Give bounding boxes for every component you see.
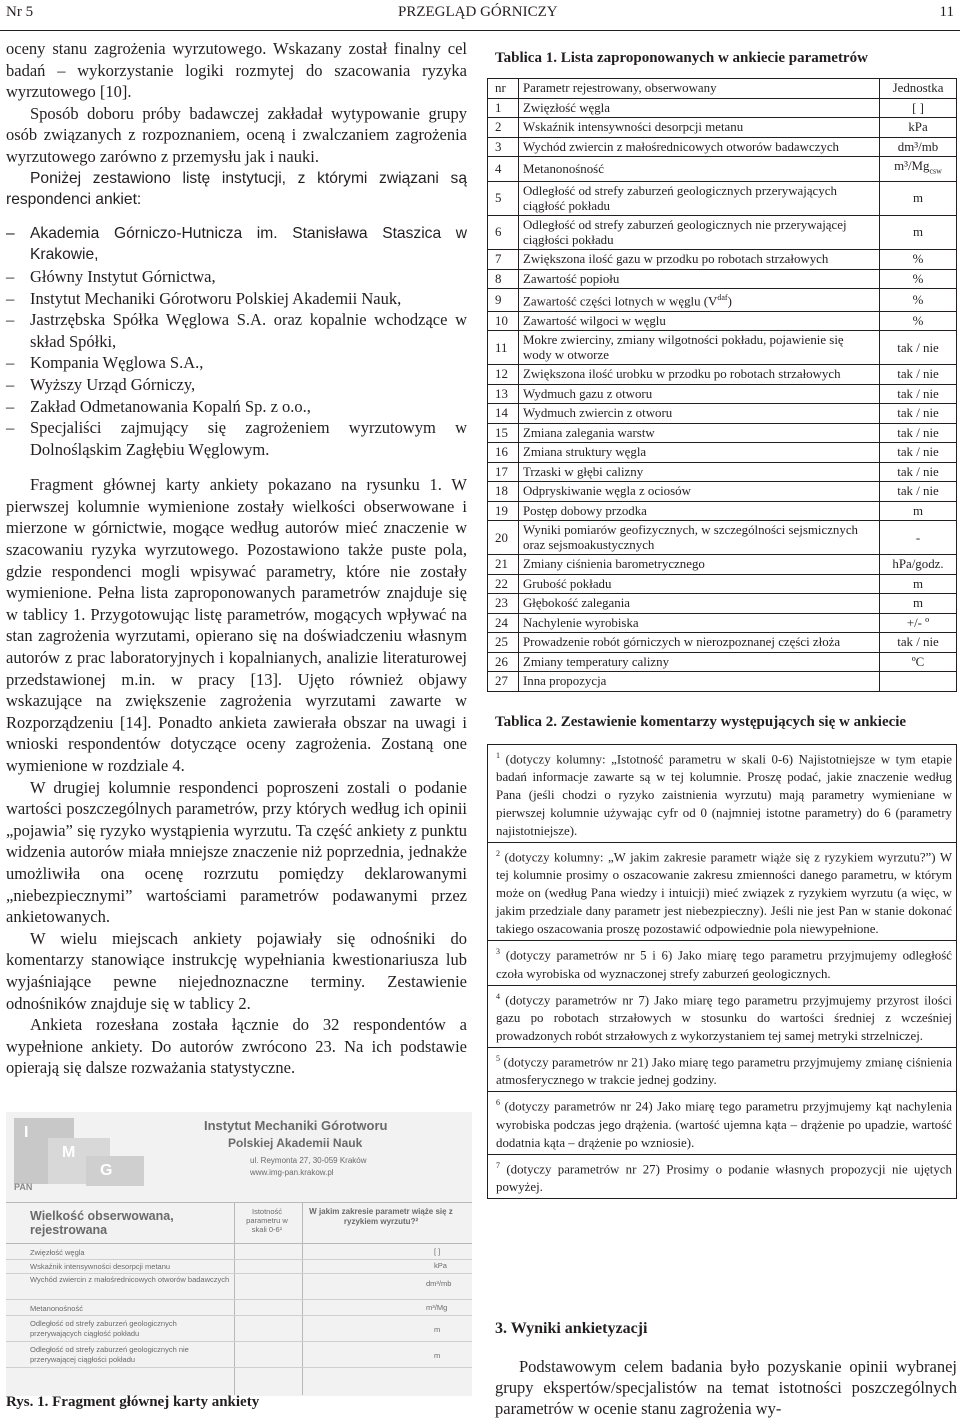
unit-cell: +/- º — [880, 613, 957, 633]
table2-title: Tablica 2. Zestawienie komentarzy występujących się w ankiecie — [495, 713, 907, 730]
left-column — [6, 38, 467, 1079]
figure-unit: [ ] — [434, 1247, 441, 1256]
figure-row: Odległość od strefy zaburzeń geologicznych nie przerywającej ciągłości pokładu — [30, 1345, 189, 1364]
unit-cell: ºC — [880, 652, 957, 672]
parameter-cell: Wyniki pomiarów geofizycznych, w szczególności sejsmicznych oraz sejsmoakustycznych — [519, 521, 880, 555]
unit-cell: tak / nie — [880, 443, 957, 463]
unit-cell: hPa/godz. — [880, 555, 957, 575]
survey-grid — [6, 1202, 472, 1395]
parameter-cell: Zawartość popiołu — [519, 269, 880, 289]
figure-caption: Rys. 1. Fragment głównej karty ankiety — [6, 1394, 260, 1410]
parameter-cell: Zwięzłość węgla — [519, 98, 880, 118]
row-number: 11 — [488, 331, 519, 365]
table-row — [488, 404, 957, 424]
table-row — [488, 443, 957, 463]
paragraph: oceny stanu zagrożenia wyrzutowego. Wskazany został finalny cel badań – wykorzystanie logiki rozmytej do szacowania ryzyka wyrzutowego [10]. — [6, 39, 467, 102]
table-row — [488, 157, 957, 182]
parameter-cell: Zmiana struktury węgla — [519, 443, 880, 463]
paragraph: W drugiej kolumnie respondenci poproszeni zostali o podanie wartości poszczególnych parametrów, przy których według ich opinii „pojawia” się ryzyko wystąpienia wyrzutu. Ta część ankiety z punktu widzenia autorów miała mniejsze znaczenie niż poprzednia, jednakże umożliwiła ona ocenę rozrzutu pomiędzy deklarowanymi „niebezpiecznymi” wartościami parametrów podawanymi przez ankietowanych. — [6, 777, 467, 927]
list-item: – Zakład Odmetanowania Kopalń Sp. z o.o., — [6, 396, 467, 418]
table-row — [488, 331, 957, 365]
survey-figure — [6, 1112, 472, 1396]
unit-cell: m — [880, 216, 957, 250]
parameter-cell: Odległość od strefy zaburzeń geologicznych nie przerywającej ciągłości pokładu — [519, 216, 880, 250]
row-number: 3 — [488, 137, 519, 157]
unit-cell: tak / nie — [880, 404, 957, 424]
parameter-cell: Metanonośność — [519, 157, 880, 182]
table-row — [488, 501, 957, 521]
parameter-cell: Wydmuch zwiercin z otworu — [519, 404, 880, 424]
issue-number: Nr 5 — [6, 4, 34, 20]
parameter-cell: Wychód zwiercin z małośrednicowych otworów badawczych — [519, 137, 880, 157]
row-number: 12 — [488, 365, 519, 385]
parameter-cell: Inna propozycja — [519, 672, 880, 692]
paragraph: W wielu miejscach ankiety pojawiały się odnośniki do komentarzy stanowiące instrukcję wypełniania kwestionariusza lub wyjaśniające pewne niejednoznaczne terminy. Zestawienie odnośników znajduje się w tablicy 2. — [6, 928, 467, 1013]
row-number: 18 — [488, 482, 519, 502]
row-number: 20 — [488, 521, 519, 555]
row-number: 22 — [488, 574, 519, 594]
page-number: 11 — [939, 4, 954, 20]
row-number: 7 — [488, 250, 519, 270]
unit-cell: m — [880, 594, 957, 614]
parameter-cell: Zmiany ciśnienia barometrycznego — [519, 555, 880, 575]
figure-unit: m — [434, 1351, 441, 1360]
unit-cell: $m^3/Mg_{csw}$ — [880, 157, 957, 182]
unit-cell: tak / nie — [880, 331, 957, 365]
row-number: 4 — [488, 157, 519, 182]
note-text: (dotyczy parametrów nr 7) Jako miarę tego parametru przyjmujemy przyrost ilości gazu po robotach strzałowych w stosunku do wartości średniej z wcześniej prowadzonych robót strzałowych z wykorzystaniem tej samej metryki strzelniczej. — [496, 993, 952, 1044]
unit-cell: tak / nie — [880, 482, 957, 502]
table-row — [488, 250, 957, 270]
unit-cell: - — [880, 521, 957, 555]
parameter-cell: Prowadzenie robót górniczych w nierozpoznanej części złoża — [519, 633, 880, 653]
row-number: 10 — [488, 311, 519, 331]
right-column — [487, 48, 957, 1199]
table-row — [488, 574, 957, 594]
parameter-cell: Wskaźnik intensywności desorpcji metanu — [519, 118, 880, 138]
parameter-cell: Zwiększona ilość gazu w przodku po robotach strzałowych — [519, 250, 880, 270]
paragraph: Fragment głównej karty ankiety pokazano na rysunku 1. W pierwszej kolumnie wymienione zostały wielkości obserwowane i mierzone w górnictwie, mogące według autorów mieć znaczenie w szacowaniu ryzyka wyrzutowego. Pozostawiono także puste pola, gdzie respondenci mogli wpisywać parametry, które nie zostały wymienione. Pełna lista zaproponowanych parametrów znajduje się w tablicy 1. Przygotowując listę parametrów, mogących wpływać na stan zagrożenia wyrzutami, opierano się na doświadczeniu własnym autorów z prac laboratoryjnych i kopalnianych, analizie literaturowej przedstawionej m.in. w pracy [13]. Ujęto również objawy wskazujące na zwiększenie zagrożenia wyrzutami zawarte w Rozporządzeniu [14]. Ponadto ankieta zawierała obszar na uwagi i wnioski respondentów dotyczące oceny zagrożenia. Zostaną one wymienione w rozdziale 4. — [6, 475, 467, 775]
running-header — [0, 0, 960, 31]
table-row — [488, 311, 957, 331]
table1-title: Tablica 1. Lista zaproponowanych w ankiecie parametrów — [495, 50, 868, 66]
table-row — [488, 462, 957, 482]
row-number: 25 — [488, 633, 519, 653]
parameter-cell: Zawartość części lotnych w węglu $(V^{daf})$ — [519, 289, 880, 312]
unit-cell: dm³/mb — [880, 137, 957, 157]
parameter-cell: Głębokość zalegania — [519, 594, 880, 614]
unit-cell: tak / nie — [880, 365, 957, 385]
img-pan-logo: I M G PAN — [10, 1116, 190, 1194]
unit-cell: m — [880, 501, 957, 521]
comment-note — [488, 986, 956, 1048]
paragraph: Podstawowym celem badania było pozyskanie opinii wybranej grupy ekspertów/specjalistów na temat istotności poszczególnych parametrów w ocenie stanu zagrożenia wy- — [495, 1357, 957, 1418]
paragraph: Ankieta rozesłana została łącznie do 32 respondentów a wypełnione ankiety. Do autorów zwrócono 23. Na ich podstawie opierają się dalsze rozważania statystyczne. — [6, 1015, 467, 1078]
unit-cell: tak / nie — [880, 423, 957, 443]
row-number: 2 — [488, 118, 519, 138]
figure-unit: kPa — [434, 1261, 447, 1270]
unit-cell: tak / nie — [880, 462, 957, 482]
parameter-cell: Zmiany temperatury calizny — [519, 652, 880, 672]
row-number: 6 — [488, 216, 519, 250]
column-header: W jakim zakresie parametr wiąże się z ryzykiem wyrzutu?² — [309, 1207, 453, 1226]
comment-note — [488, 1155, 956, 1198]
parameter-cell: Zmiana zalegania warstw — [519, 423, 880, 443]
row-number: 8 — [488, 269, 519, 289]
unit-cell: kPa — [880, 118, 957, 138]
comment-note — [488, 745, 956, 843]
note-text: (dotyczy kolumny: „W jakim zakresie parametr wiąże się z ryzykiem wyrzutu?”) W tej kolumnie prosimy o oszacowanie zakresu zmienności danego parametru, w którym może on (według Pana wiedzy i intuicji) mieć związek z ryzykiem wyrzutu (a więc, w jakim przedziale dany parametr jest niebezpieczny). Jeśli nie jest Pan w stanie dokonać takiego oszacowania proszę pozostawić odpowiednie pola niewypełnione. — [496, 850, 952, 937]
parameter-cell: Zwiększona ilość urobku w przodku po robotach strzałowych — [519, 365, 880, 385]
row-number: 5 — [488, 182, 519, 216]
parameter-cell: Trzaski w głębi calizny — [519, 462, 880, 482]
row-number: 16 — [488, 443, 519, 463]
comment-note — [488, 941, 956, 985]
row-number: 24 — [488, 613, 519, 633]
note-text: (dotyczy parametrów nr 27) Prosimy o podanie własnych propozycji nie ujętych powyżej. — [496, 1161, 952, 1194]
table-row — [488, 613, 957, 633]
unit-cell: % — [880, 269, 957, 289]
unit-cell: % — [880, 250, 957, 270]
unit-cell: [ ] — [880, 98, 957, 118]
table-row — [488, 289, 957, 312]
table-row — [488, 182, 957, 216]
figure-unit: m³/Mg — [426, 1303, 448, 1312]
institute-sub: Polskiej Akademii Nauk — [228, 1136, 363, 1150]
column-header: Wielkość obserwowana, rejestrowana — [30, 1209, 174, 1237]
figure-row: Wskaźnik intensywności desorpcji metanu — [30, 1262, 171, 1271]
note-number: 6 — [496, 1098, 500, 1108]
unit-cell — [880, 672, 957, 692]
figure-unit: m — [434, 1325, 441, 1334]
row-number: 19 — [488, 501, 519, 521]
unit-cell: tak / nie — [880, 384, 957, 404]
table-row — [488, 633, 957, 653]
table-row — [488, 137, 957, 157]
unit-cell: m — [880, 574, 957, 594]
parameter-cell: Nachylenie wyrobiska — [519, 613, 880, 633]
table-row — [488, 652, 957, 672]
table-row — [488, 672, 957, 692]
list-item: – Akademia Górniczo-Hutnicza im. Stanisława Staszica w Krakowie, — [6, 223, 467, 266]
parameter-cell: Odpryskiwanie węgla z ociosów — [519, 482, 880, 502]
table-row — [488, 482, 957, 502]
list-item: – Wyższy Urząd Górniczy, — [6, 374, 467, 396]
list-item: – Jastrzębska Spółka Węglowa S.A. oraz kopalnie wchodzące w skład Spółki, — [6, 309, 467, 352]
parameter-cell: Wydmuch gazu z otworu — [519, 384, 880, 404]
note-number: 3 — [496, 947, 500, 957]
comment-note — [488, 1092, 956, 1154]
list-item: – Główny Instytut Górnictwa, — [6, 266, 467, 288]
figure-row: Wychód zwiercin z małośrednicowych otworów badawczych — [30, 1275, 230, 1284]
figure-unit: dm³/mb — [426, 1279, 452, 1288]
paragraph: Poniżej zestawiono listę instytucji, z którymi związani są respondenci ankiet: — [6, 169, 467, 209]
table1 — [487, 78, 957, 692]
row-number: 13 — [488, 384, 519, 404]
table-row — [488, 594, 957, 614]
institute-address: ul. Reymonta 27, 30-059 Kraków — [250, 1156, 367, 1165]
comment-note — [488, 843, 956, 941]
table-row — [488, 365, 957, 385]
list-item: – Specjaliści zajmujący się zagrożeniem wyrzutowym w Dolnośląskim Zagłębiu Węglowym. — [6, 417, 467, 460]
institute-www: www.img-pan.krakow.pl — [250, 1168, 334, 1177]
figure-row: Zwięzłość węgla — [30, 1248, 85, 1257]
table-row — [488, 423, 957, 443]
section-heading: 3. Wyniki ankietyzacji — [495, 1320, 648, 1337]
unit-cell: tak / nie — [880, 633, 957, 653]
row-number: 9 — [488, 289, 519, 312]
table-row — [488, 521, 957, 555]
table2 — [487, 744, 957, 1199]
unit-cell: m — [880, 182, 957, 216]
note-number: 4 — [496, 991, 500, 1001]
row-number: 15 — [488, 423, 519, 443]
parameter-cell: Mokre zwierciny, zmiany wilgotności pokładu, pojawienie się wody w otworze — [519, 331, 880, 365]
column-header: Istotność parametru w skali 0-6¹ — [246, 1207, 288, 1234]
header-cell: Jednostka — [880, 79, 957, 99]
header-cell: nr — [488, 79, 519, 99]
header-cell: Parametr rejestrowany, obserwowany — [519, 79, 880, 99]
figure-row: Odległość od strefy zaburzeń geologicznych przerywających ciągłość pokładu — [30, 1319, 177, 1338]
table-row — [488, 384, 957, 404]
parameter-cell: Zawartość wilgoci w węglu — [519, 311, 880, 331]
table-header-row — [488, 79, 957, 99]
note-text: (dotyczy parametrów nr 21) Jako miarę tego parametru przyjmujemy zmianę ciśnienia atmosferycznego w trakcie jednej godziny. — [496, 1055, 952, 1088]
journal-title: PRZEGLĄD GÓRNICZY — [398, 4, 558, 20]
table-row — [488, 118, 957, 138]
parameter-cell: Grubość pokładu — [519, 574, 880, 594]
row-number: 21 — [488, 555, 519, 575]
row-number: 1 — [488, 98, 519, 118]
note-number: 7 — [496, 1160, 500, 1170]
figure-row: Metanonośność — [30, 1304, 83, 1313]
note-text: (dotyczy parametrów nr 24) Jako miarę tego parametru przyjmujemy kąt nachylenia wyrobiska podczas jego drążenia. (wartość ujemna kąta – drążenie po upadzie, wartość dodatnia kąta – drążenie po wzniosie). — [496, 1099, 952, 1150]
unit-cell: % — [880, 289, 957, 312]
row-number: 26 — [488, 652, 519, 672]
note-text: (dotyczy parametrów nr 5 i 6) Jako miarę tego parametru przyjmujemy odległość czoła wyrobiska od wyznaczonej strefy zaburzeń geologicznych. — [496, 948, 952, 981]
row-number: 23 — [488, 594, 519, 614]
parameter-cell: Postęp dobowy przodka — [519, 501, 880, 521]
note-text: (dotyczy kolumny: „Istotność parametru w skali 0-6) Najistotniejsze w tym etapie badań informacje zawarte są w tej kolumnie. Proszę podać, jakie znaczenie według Pana (jeśli chodzi o ryzyko zaistnienia wyrzutu) mają parametry wymieniane w pierwszej kolumnie używając cyfr od 0 (najmniej istotne parametry) do 6 (parametry najistotniejsze). — [496, 752, 952, 839]
note-number: 1 — [496, 750, 500, 760]
list-item: – Instytut Mechaniki Górotworu Polskiej Akademii Nauk, — [6, 288, 467, 310]
table-row — [488, 216, 957, 250]
table-row — [488, 555, 957, 575]
row-number: 17 — [488, 462, 519, 482]
row-number: 14 — [488, 404, 519, 424]
row-number: 27 — [488, 672, 519, 692]
table-row — [488, 269, 957, 289]
comment-note — [488, 1048, 956, 1092]
note-number: 2 — [496, 849, 500, 859]
unit-cell: % — [880, 311, 957, 331]
institution-list — [6, 223, 467, 461]
paragraph: Sposób doboru próby badawczej zakładał wytypowanie grupy osób związanych z rozpoznaniem, oceną i zwalczaniem zagrożenia wyrzutowego zarówno z przemysłu jak i nauki. — [6, 103, 467, 166]
note-number: 5 — [496, 1054, 500, 1064]
list-item: – Kompania Węglowa S.A., — [6, 352, 467, 374]
institute-name: Instytut Mechaniki Górotworu — [204, 1118, 388, 1133]
parameter-cell: Odległość od strefy zaburzeń geologicznych przerywających ciągłość pokładu — [519, 182, 880, 216]
table-row — [488, 98, 957, 118]
